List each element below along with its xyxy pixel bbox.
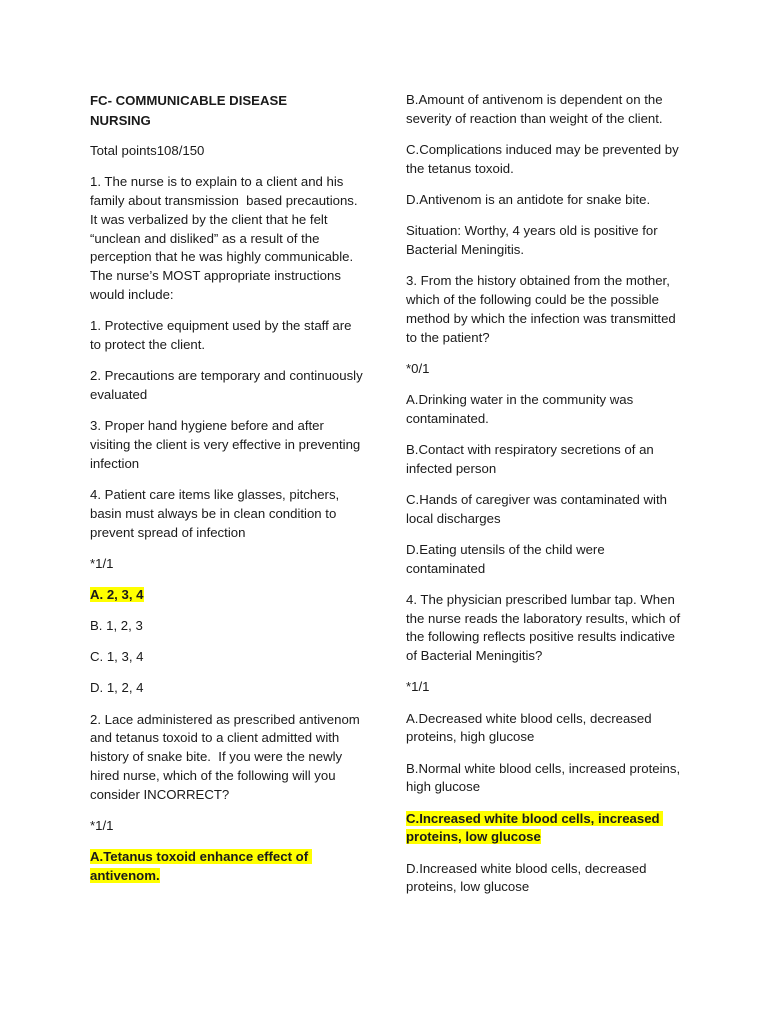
question-4-score: *1/1 [406,679,430,695]
situation-text: Situation: Worthy, 4 years old is positive for Bacterial Meningitis. [406,223,662,257]
title-line-2: NURSING [90,113,151,128]
question-1-statement-1: 1. Protective equipment used by the staff are to protect the client. [90,318,356,352]
question-3-option-c: C.Hands of caregiver was contaminated with local discharges [406,491,671,526]
question-4-text: 4. The physician prescribed lumbar tap. When the nurse reads the laboratory results, which of the following reflects positive results indicative of Bacterial Meningitis? [406,591,684,664]
question-3-score: *0/1 [406,360,430,376]
right-column [406,91,682,910]
question-4-option-c-correct [406,810,682,848]
question-3-text: 3. From the history obtained from the mother, which of the following could be the possible method by which the infection was transmitted to the patient? [406,273,680,345]
left-column [90,91,366,898]
correct-answer-highlight: C.Increased white blood cells, increased proteins, low glucose [406,810,664,845]
question-1-statement-4: 4. Patient care items like glasses, pitchers, basin must always be in clean condition to prevent spread of infection [90,486,343,540]
question-1-statement-2: 2. Precautions are temporary and continuously evaluated [90,368,367,402]
correct-answer-highlight: A. 2, 3, 4 [90,586,144,602]
question-2-text: 2. Lace administered as prescribed antivenom and tetanus toxoid to a client admitted with history of snake bite. If you were the newly hired nurse, which of the following will you consider INCORRECT? [90,711,364,802]
question-1-option-a-correct [90,586,366,605]
correct-answer-highlight: A.Tetanus toxoid enhance effect of antivenom. [90,849,312,883]
question-4-option-a: A.Decreased white blood cells, decreased proteins, high glucose [406,710,656,745]
question-3-option-a: A.Drinking water in the community was contaminated. [406,391,637,426]
question-4-option-b: B.Normal white blood cells, increased proteins, high glucose [406,760,684,795]
question-2-option-b: B.Amount of antivenom is dependent on the severity of reaction than weight of the client. [406,92,667,126]
question-2-score: *1/1 [90,818,114,833]
question-4-option-d: D.Increased white blood cells, decreased proteins, low glucose [406,860,651,895]
total-points: Total points108/150 [90,143,205,158]
question-2-option-a-correct [90,848,366,886]
question-2-option-d: D.Antivenom is an antidote for snake bite. [406,191,651,207]
question-1-option-b: B. 1, 2, 3 [90,618,143,634]
question-2-option-c: C.Complications induced may be prevented by the tetanus toxoid. [406,141,683,176]
question-1-score: *1/1 [90,555,114,571]
title-line-1: FC- COMMUNICABLE DISEASE [90,93,288,108]
document-title [90,91,366,131]
question-3-option-d: D.Eating utensils of the child were contaminated [406,541,609,576]
question-1-text: 1. The nurse is to explain to a client and his family about transmission based precautions. It was verbalized by the client that he felt “unclean and disliked” as a result of the perception that he was highly communicable. The nurse’s MOST appropriate instructions would include: [90,174,362,302]
question-1-option-d: D. 1, 2, 4 [90,680,144,696]
question-3-option-b: B.Contact with respiratory secretions of an infected person [406,441,658,476]
question-1-statement-3: 3. Proper hand hygiene before and after visiting the client is very effective in preventing infection [90,418,364,471]
question-1-option-c: C. 1, 3, 4 [90,649,144,665]
